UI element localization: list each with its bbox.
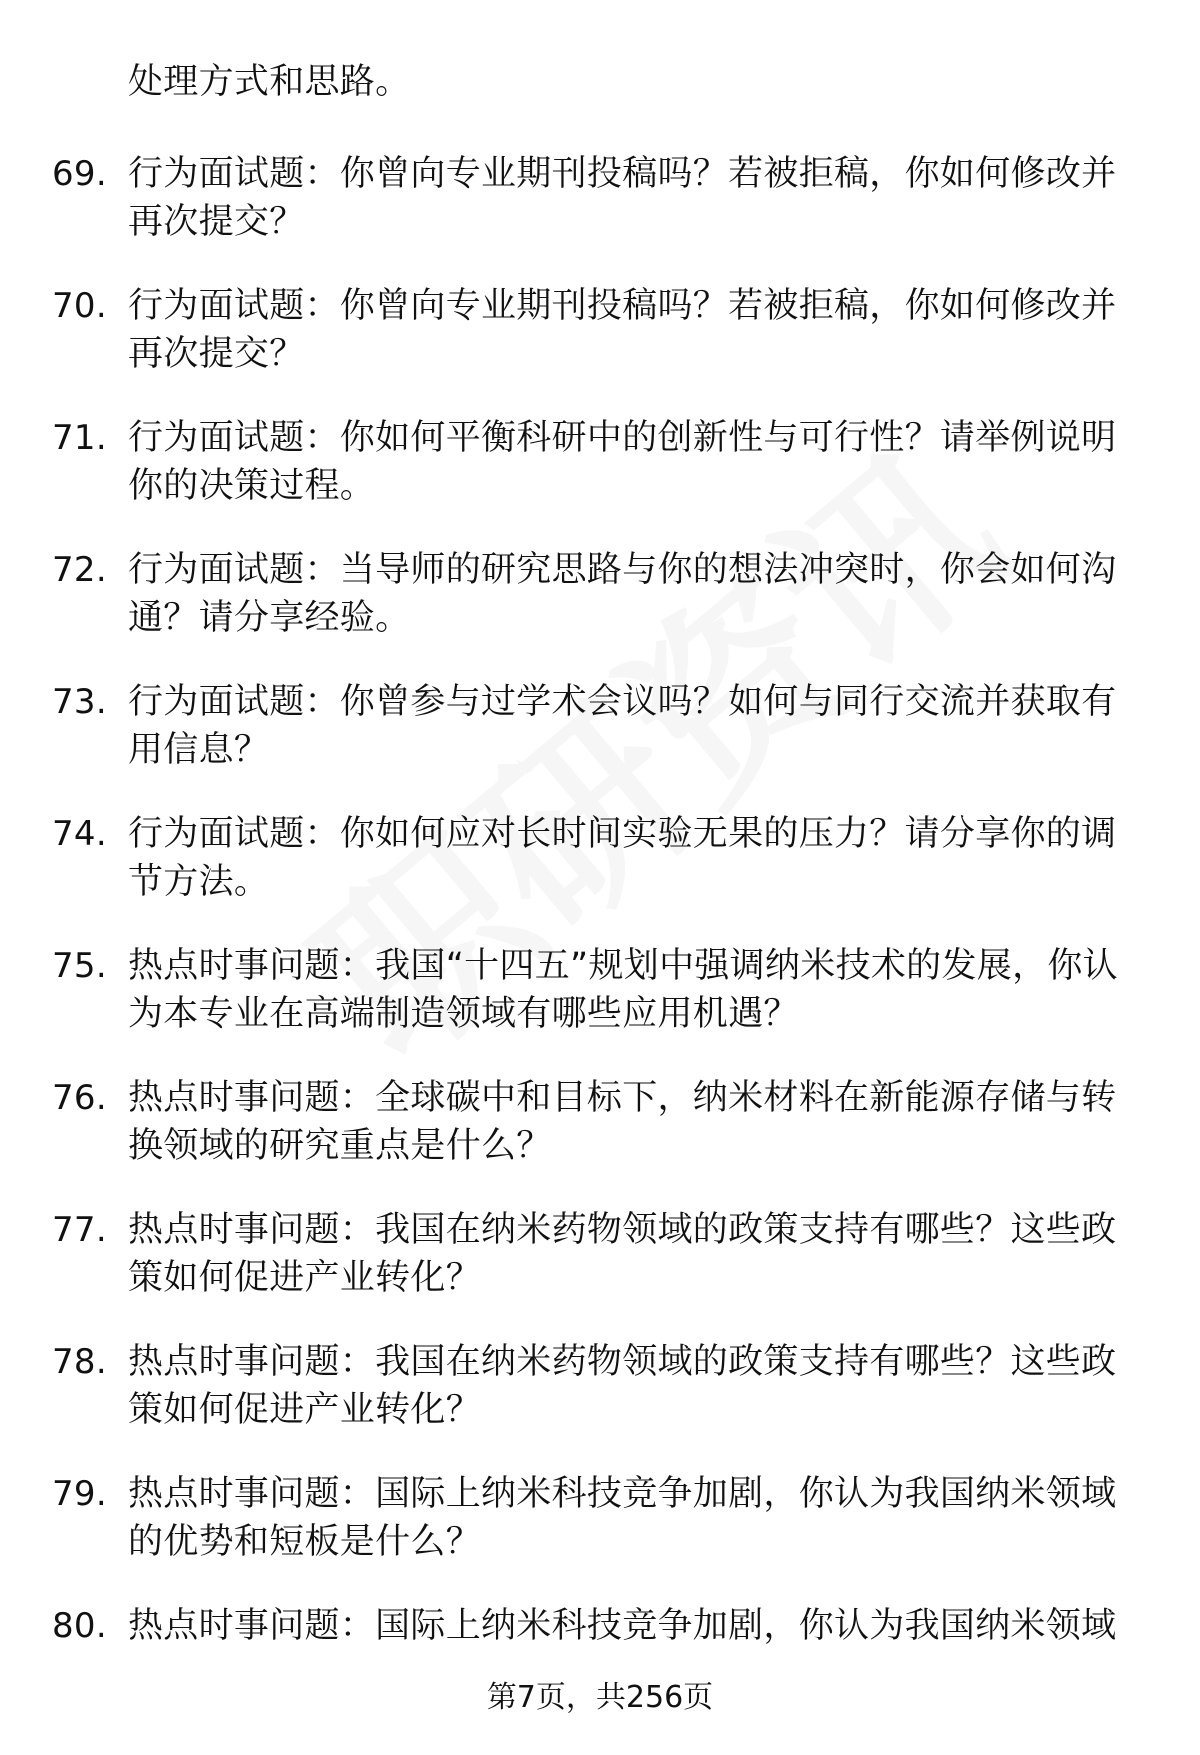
continuation-text: 处理方式和思路。 [128,62,411,102]
question-text: 行为面试题：你如何平衡科研中的创新性与可行性？请举例说明你的决策过程。 [128,418,1117,506]
page-footer: 第7页，共256页 [486,1680,714,1715]
question-item [0,1074,1200,1206]
question-text: 热点时事问题：全球碳中和目标下，纳米材料在新能源存储与转换领域的研究重点是什么？ [128,1078,1117,1166]
question-number: 76. [52,1078,107,1118]
question-text: 热点时事问题：国际上纳米科技竞争加剧，你认为我国纳米领域的优势和短板是什么？ [128,1474,1117,1562]
question-item [0,546,1200,678]
question-item [0,1470,1200,1602]
question-text: 行为面试题：你曾向专业期刊投稿吗？若被拒稿，你如何修改并再次提交？ [128,154,1117,242]
question-number: 69. [52,154,107,194]
question-number: 75. [52,946,107,986]
question-item [0,678,1200,810]
question-number: 74. [52,814,107,854]
question-number: 71. [52,418,107,458]
question-number: 80. [52,1606,107,1646]
question-list [0,150,1200,1734]
question-number: 79. [52,1474,107,1514]
question-text: 热点时事问题：我国在纳米药物领域的政策支持有哪些？这些政策如何促进产业转化？ [128,1342,1117,1430]
question-item [0,810,1200,942]
question-number: 77. [52,1210,107,1250]
question-text: 行为面试题：当导师的研究思路与你的想法冲突时，你会如何沟通？请分享经验。 [128,550,1117,638]
question-text: 行为面试题：你如何应对长时间实验无果的压力？请分享你的调节方法。 [128,814,1117,902]
question-item [0,942,1200,1074]
question-item [0,1338,1200,1470]
question-text: 热点时事问题：我国在纳米药物领域的政策支持有哪些？这些政策如何促进产业转化？ [128,1210,1117,1298]
question-text: 行为面试题：你曾向专业期刊投稿吗？若被拒稿，你如何修改并再次提交？ [128,286,1117,374]
question-text: 热点时事问题：国际上纳米科技竞争加剧，你认为我国纳米领域 [128,1606,1117,1646]
question-item [0,150,1200,282]
question-number: 72. [52,550,107,590]
question-text: 热点时事问题：我国“十四五”规划中强调纳米技术的发展，你认为本专业在高端制造领域有哪些应用机遇？ [128,946,1118,1034]
question-number: 78. [52,1342,107,1382]
question-number: 70. [52,286,107,326]
question-number: 73. [52,682,107,722]
question-text: 行为面试题：你曾参与过学术会议吗？如何与同行交流并获取有用信息？ [128,682,1117,770]
question-item [0,414,1200,546]
question-item [0,282,1200,414]
question-item [0,1206,1200,1338]
